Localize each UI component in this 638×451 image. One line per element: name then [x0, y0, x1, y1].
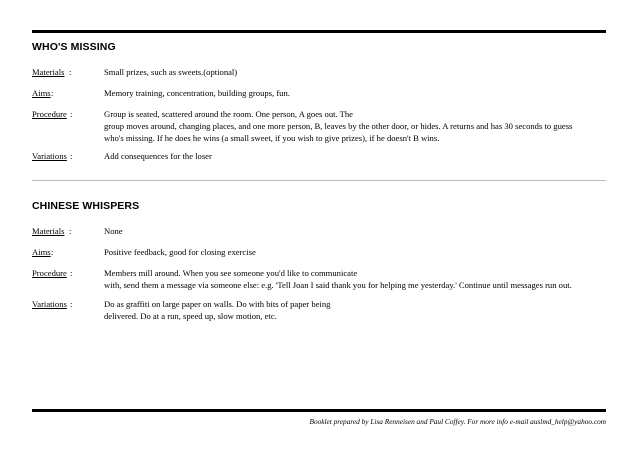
label-colon: :	[70, 299, 73, 309]
label-variations: Variations	[32, 299, 67, 309]
value-materials	[104, 225, 609, 237]
value-line: Positive feedback, good for closing exercise	[104, 247, 256, 257]
value-aims	[104, 246, 609, 258]
value-line: delivered. Do at a run, speed up, slow motion, etc.	[104, 311, 277, 321]
label-aims: Aims	[32, 88, 51, 98]
label-colon: :	[70, 268, 73, 278]
value-line: Small prizes, such as sweets.(optional)	[104, 67, 238, 77]
value-line: Do as graffiti on large paper on walls. Do with bits of paper being	[104, 299, 331, 309]
section-divider	[32, 180, 606, 181]
section-title-whos-missing: WHO'S MISSING	[32, 41, 116, 53]
label-colon: :	[70, 109, 73, 119]
value-procedure	[104, 267, 609, 291]
label-materials: Materials	[32, 67, 65, 77]
section-title-chinese-whispers: CHINESE WHISPERS	[32, 200, 140, 212]
footer-credit: Booklet prepared by Lisa Renneisen and Paul Coffey. For more info e-mail auslmd_help@yahoo.com	[309, 417, 606, 426]
value-variations	[104, 150, 609, 162]
value-procedure	[104, 108, 609, 144]
value-line: Add consequences for the loser	[104, 151, 212, 161]
value-line: Group is seated, scattered around the room. One person, A goes out. The	[104, 109, 353, 119]
value-aims	[104, 87, 609, 99]
label-materials: Materials	[32, 226, 65, 236]
value-line: Memory training, concentration, building groups, fun.	[104, 88, 290, 98]
value-materials	[104, 66, 609, 78]
label-colon: :	[69, 226, 72, 236]
label-procedure: Procedure	[32, 109, 67, 119]
label-aims: Aims	[32, 247, 51, 257]
value-line: group moves around, changing places, and one more person, B, leaves by the other door, or hides. A returns and has 30 seconds to guess	[104, 121, 573, 131]
value-variations	[104, 298, 609, 322]
value-line: who's missing. If he does he wins (a small sweet, if you wish to give prizes), if he doesn't B wins.	[104, 133, 440, 143]
value-line: None	[104, 226, 123, 236]
value-line: with, send them a message via someone else: e.g. 'Tell Joan I said thank you for helping me yesterday.' Continue until messages run out.	[104, 280, 572, 290]
label-colon: :	[69, 67, 72, 77]
label-procedure: Procedure	[32, 268, 67, 278]
label-variations: Variations	[32, 151, 67, 161]
label-colon: :	[70, 151, 73, 161]
value-line: Members mill around. When you see someone you'd like to communicate	[104, 268, 358, 278]
label-colon: :	[51, 247, 54, 257]
label-colon: :	[51, 88, 54, 98]
top-rule	[32, 30, 606, 33]
bottom-rule	[32, 409, 606, 412]
